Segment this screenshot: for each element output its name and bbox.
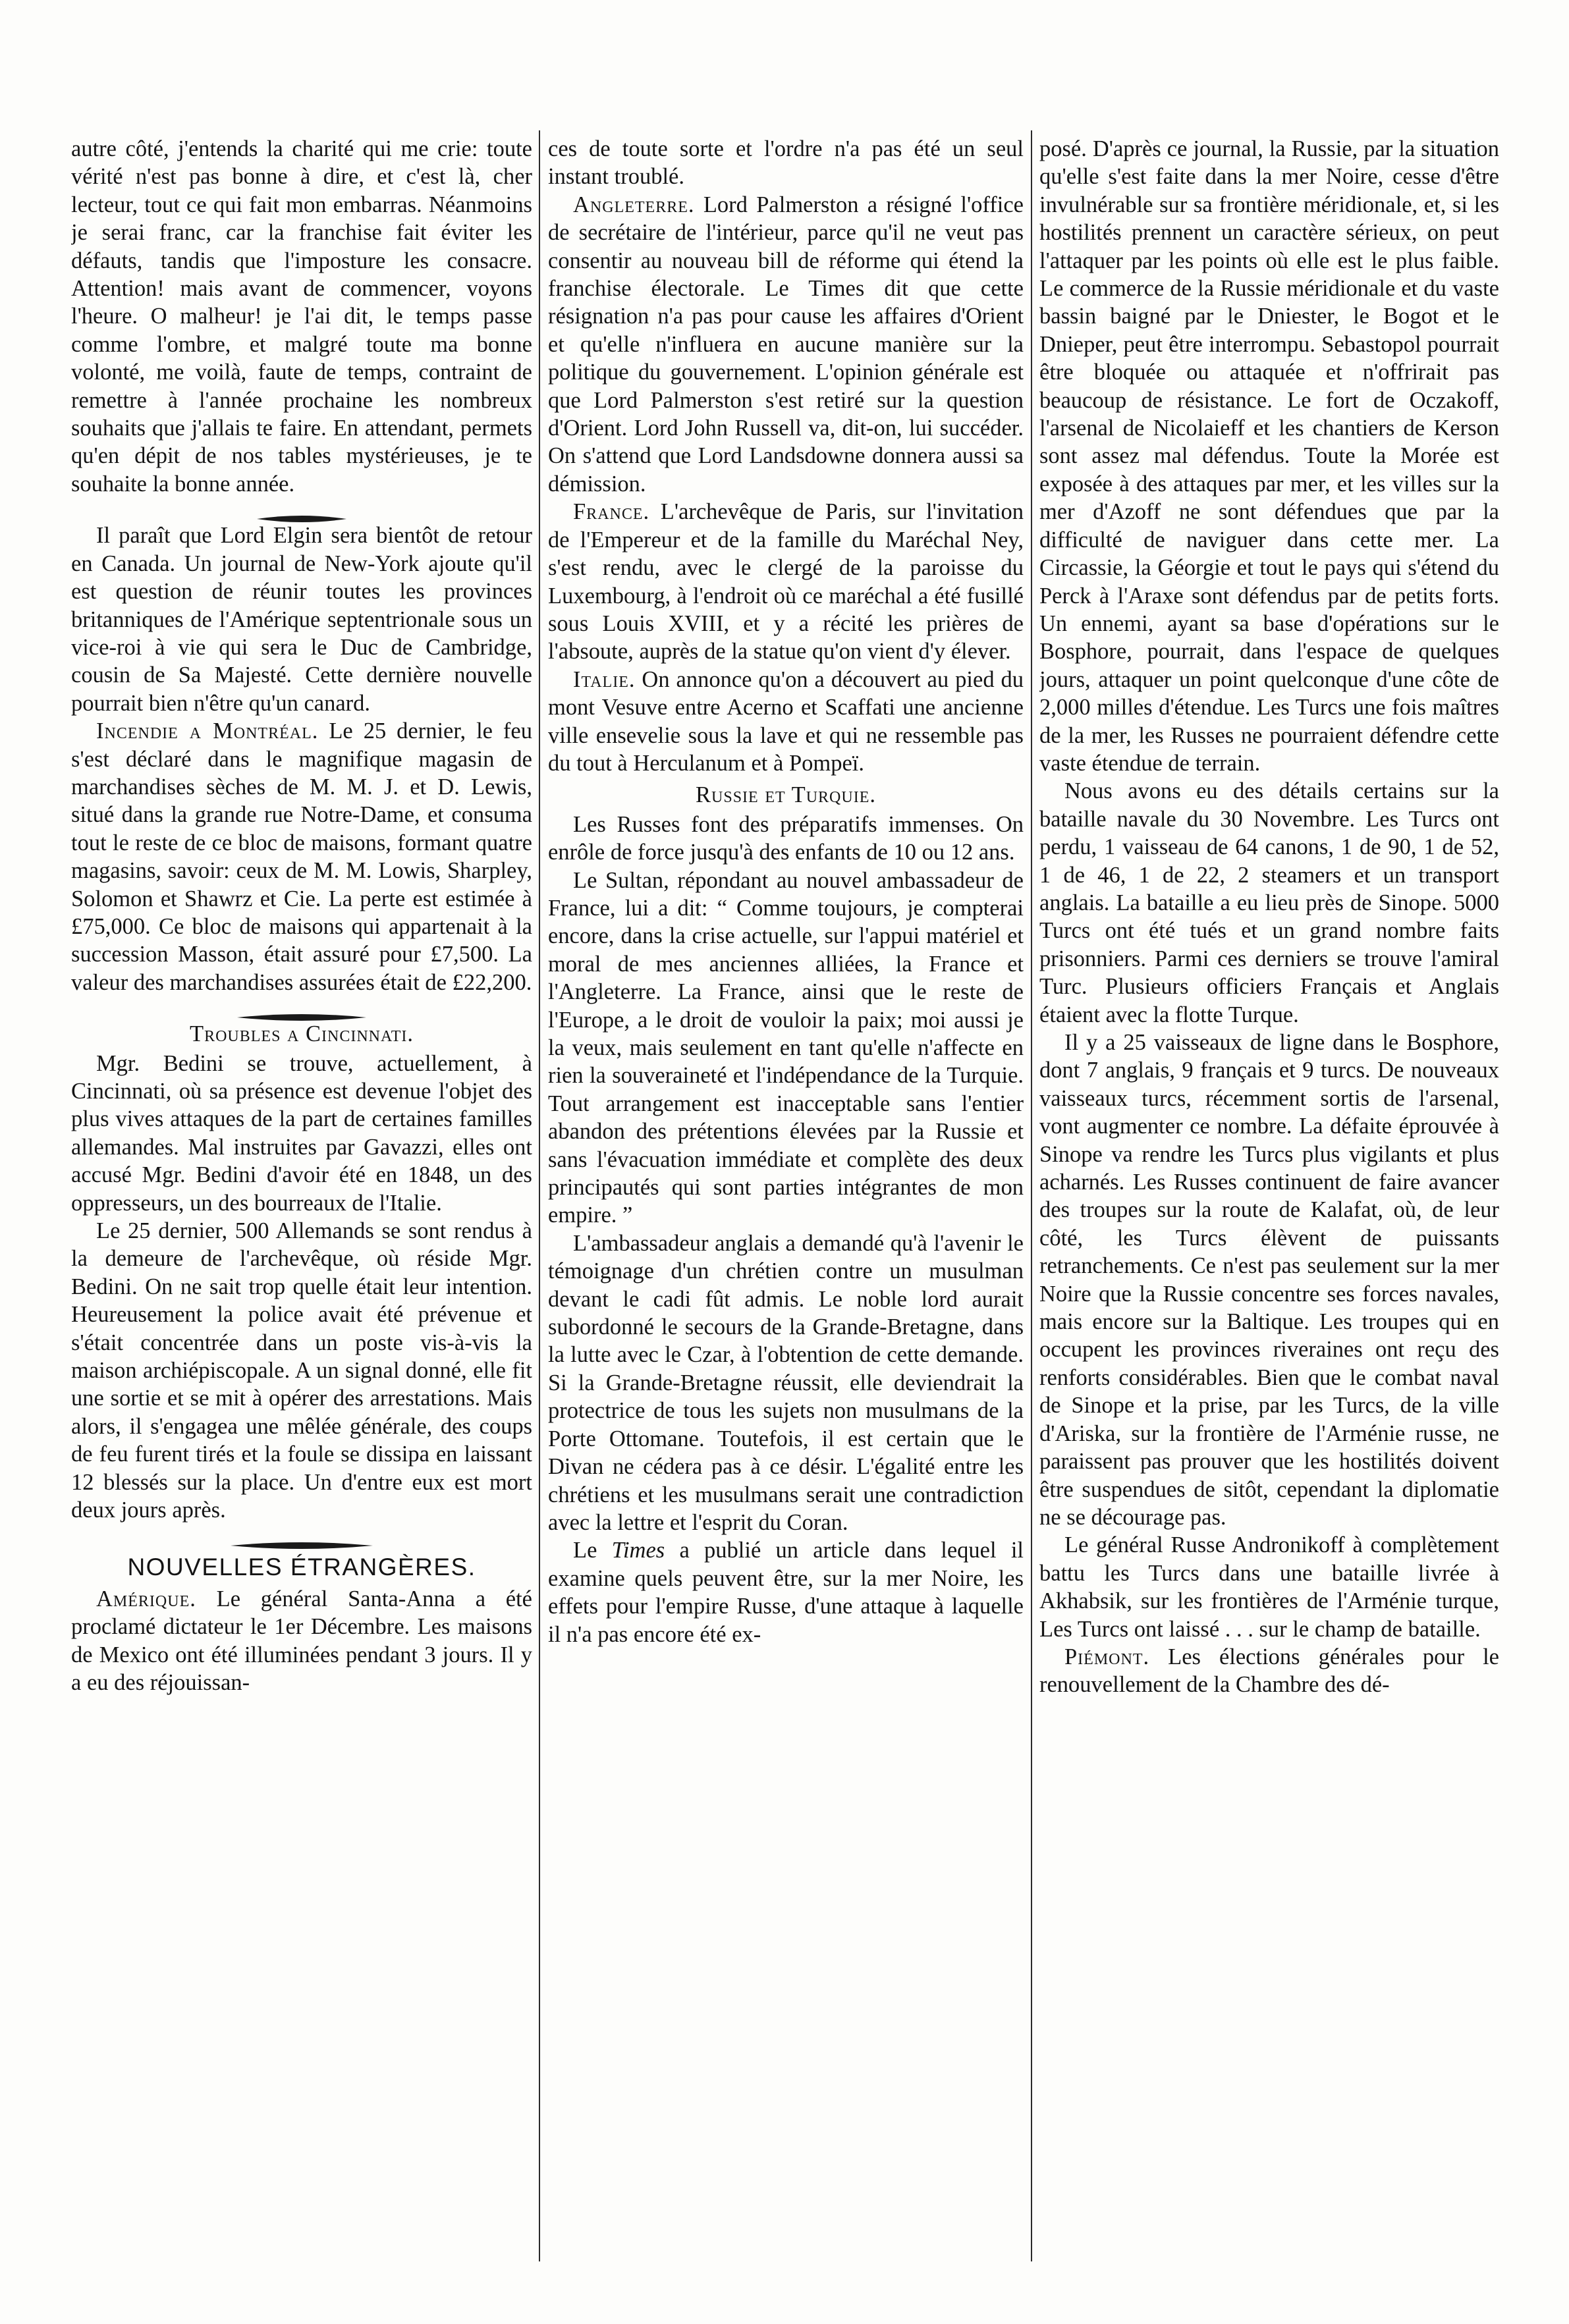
lead-italie: Italie. [573,666,636,692]
text-incendie: Le 25 dernier, le feu s'est déclaré dans le magnifique magasin de marchandises sèches de M. M. J. et D. Lewis, situé dans la grande rue Notre-Dame, et consuma tout le reste de ce bloc de maisons, formant quatre magasins, savoir: ceux de M. M. Lowis, Sharpley, Solomon et Shawrz et Cie. La perte est estimée à £75,000. Ce bloc de maisons qui appartenait à la succession Masson, était assuré pour £7,500. La valeur des marchandises assurées était de £22,200. [71,718,532,995]
paragraph-incendie [71,717,532,996]
times-italic: Times [611,1538,665,1563]
paragraph-bedini: Mgr. Bedini se trouve, actuellement, à Cincinnati, où sa présence est devenue l'objet des plus vives attaques de la part de certaines familles allemandes. Mal instruites par Gavazzi, elles ont accusé Mgr. Bedini d'avoir été en 1848, un des oppresseurs, un des bourreaux de l'Italie. [71,1050,532,1216]
text-piemont: Les élections générales pour le renouvellement de la Chambre des dé- [1039,1644,1499,1698]
paragraph-times [548,1536,1024,1648]
paragraph-lord-elgin: Il paraît que Lord Elgin sera bientôt de retour en Canada. Un journal de New-York ajoute qu'il est question de réunir toutes les provinces britanniques de l'Amérique septentrionale sous un vice-roi à vie qui sera le Duc de Cambridge, cousin de Sa Majesté. Cette dernière nouvelle pourrait bien n'être qu'un canard. [71,523,532,716]
paragraph-angleterre [548,191,1024,498]
paragraph-preparatifs: Les Russes font des préparatifs immenses. On enrôle de force jusqu'à des enfants de 10 ou 12 ans. [548,811,1024,865]
text-times: a publié un article dans lequel il examine quels peuvent être, sur la mer Noire, les effets pour l'empire Russe, d'une attaque à laquelle il n'a pas encore été ex- [548,1538,1024,1647]
paragraph-ambassadeur: L'ambassadeur anglais a demandé qu'à l'avenir le témoignage d'un chrétien contre un musulman devant le cadi fût admis. Le noble lord aurait subordonné le secours de la Grande-Bretagne, dans la lutte avec le Czar, à l'obtention de cette demande. Si la Grande-Bretagne réussit, elle deviendrait la protectrice de tous les sujets non musulmans de la Porte Ottomane. Toutefois, il est certain que le Divan ne cédera pas à ce désir. L'égalité entre les chrétiens et les musulmans serait une contradiction avec la lettre et l'esprit du Coran. [548,1230,1024,1535]
heading-troubles-cincinnati: Troubles a Cincinnati. [190,1021,414,1047]
separator-ornament [71,503,532,518]
text-italie: On annonce qu'on a découvert au pied du mont Vesuve entre Acerno et Scaffati une ancienne ville ensevelie sous la lave et qui ne ressemble pas du tout à Herculanum et à Pompeï. [548,666,1024,776]
heading-russie-turquie: Russie et Turquie. [696,782,876,808]
column-right [1039,135,1499,2271]
separator-ornament [71,1530,532,1544]
column-rule [1031,130,1032,2261]
lead-france: France. [573,499,650,525]
paragraph-france [548,498,1024,665]
heading-nouvelles-etrangeres: NOUVELLES ÉTRANGÈRES. [127,1553,476,1581]
paragraph-russie-mer-noire: posé. D'après ce journal, la Russie, par la situation qu'elle s'est faite dans la mer Noire, cesse d'être invulnérable sur sa frontière méridionale, et, si les hostilités prennent un caractère sérieux, on peut l'attaquer par les points où elle est le plus faible. Le commerce de la Russie méridionale et du vaste bassin baigné par le Dniester, le Bogot et le Dnieper, peut être interrompu. Sebastopol pourrait être bloquée ou attaquée et n'offrirait pas beaucoup de résistance. Le fort de Oczakoff, l'arsenal de Nicolaieff et les chantiers de Kerson sont assez mal défendus. Toute la Morée est exposée à des attaques par mer, et les villes sur la mer d'Azoff ne sont défendues que par la difficulté de naviguer dans cette mer. La Circassie, la Géorgie et tout le pays qui s'étend du Perck à l'Araxe sont défendus par de petits forts. Un ennemi, ayant sa base d'opérations sur le Bosphore, pourrait, dans l'espace de quelques jours, attaquer un point quelconque d'une côte de 2,000 milles d'étendue. Les Turcs une fois maîtres de la mer, les Russes ne pourraient défendre cette vaste étendue de terrain. [1039,136,1499,776]
lead-amerique: Amérique. [96,1586,196,1611]
separator-ornament [71,1002,532,1016]
paragraph-bosphore: Il y a 25 vaisseaux de ligne dans le Bosphore, dont 7 anglais, 9 français et 9 turcs. De nouveaux vaisseaux turcs, récemment sortis de l'arsenal, vont augmenter ce nombre. La défaite éprouvée à Sinope va rendre les Turcs plus vigilants et plus acharnés. Les Russes continuent de faire avancer des troupes sur la route de Kalafat, où, de leur côté, les Turcs élèvent de puissants retranchements. Ce n'est pas seulement sur la mer Noire que la Russie concentre ses forces navales, mais encore sur la Baltique. Les troupes qui en occupent les provinces riveraines ont reçu des renforts considérables. Bien que le combat naval de Sinope et la prise, par les Turcs, de la ville d'Ariska, sur la frontière de l'Arménie russe, ne paraissent pas prouver que les hostilités doivent être suspendues de sitôt, cependant la diplomatie ne se décourage pas. [1039,1030,1499,1530]
lead-incendie: Incendie a Montréal. [96,718,319,744]
column-rule [539,130,540,2261]
text-angleterre: Lord Palmerston a résigné l'office de secrétaire de l'intérieur, parce qu'il ne veut pas consentir au nouveau bill de réforme qui étend la franchise électorale. Le Times dit que cette résignation n'a pas pour cause les affaires d'Orient et qu'elle n'influera en aucune manière sur la politique du gouvernement. L'opinion générale est que Lord Palmerston s'est retiré sur la question d'Orient. Lord John Russell va, dit-on, lui succéder. On s'attend que Lord Landsdowne donnera aussi sa démission. [548,192,1024,497]
lead-piemont: Piémont. [1064,1644,1150,1669]
column-middle [548,135,1024,2271]
lead-times: Le [573,1538,612,1563]
paragraph-sultan: Le Sultan, répondant au nouvel ambassadeur de France, lui a dit: “ Comme toujours, je compterai encore, dans la crise actuelle, sur l'appui matériel et moral de mes anciennes alliées, la France et l'Angleterre. La France, ainsi que le reste de l'Europe, a le droit de vouloir la paix; moi aussi je la veux, mais seulement en tant qu'elle n'affecte en rien la souveraineté et l'indépendance de la Turquie. Tout arrangement est inacceptable sans l'entier abandon des prétentions élevées par la Russie et sans l'évacuation immédiate et complète des deux principautés qui sont parties intégrantes de mon empire. ” [548,867,1024,1228]
text-france: L'archevêque de Paris, sur l'invitation de l'Empereur et de la famille du Maréchal Ney, s'est rendu, avec le clergé de la paroisse du Luxembourg, à l'endroit où ce maréchal a été fusillé sous Louis XVIII, et y a récité les prières de l'absoute, auprès de la statue qu'on vient d'y élever. [548,499,1024,664]
paragraph-amerique [71,1585,532,1697]
column-left [71,135,532,2271]
lead-angleterre: Angleterre. [573,192,695,217]
paragraph-annee: autre côté, j'entends la charité qui me crie: toute vérité n'est pas bonne à dire, et c'est là, cher lecteur, tout ce qui fait mon embarras. Néanmoins je serai franc, car la franchise fait éviter les défauts, tandis que l'imposture les consacre. Attention! mais avant de commencer, voyons l'heure. O malheur! je l'ai dit, le temps passe comme l'ombre, et malgré toute ma bonne volonté, me voilà, faute de temps, contraint de remettre à l'année prochaine les nombreux souhaits que j'allais te faire. En attendant, permets qu'en dépit de nos tables mystérieuses, je te souhaite la bonne année. [71,136,532,497]
text-amerique: Le général Santa-Anna a été proclamé dictateur le 1er Décembre. Les maisons de Mexico ont été illuminées pendant 3 jours. Il y a eu des réjouissan- [71,1586,532,1696]
paragraph-rejouissances: ces de toute sorte et l'ordre n'a pas été un seul instant troublé. [548,136,1024,190]
paragraph-allemands: Le 25 dernier, 500 Allemands se sont rendus à la demeure de l'archevêque, où réside Mgr. Bedini. On ne sait trop quelle était leur intention. Heureusement la police avait été prévenue et s'était concentrée dans un poste vis-à-vis la maison archiépiscopale. A un signal donné, elle fit une sortie et se mit à opérer des arrestations. Mais alors, il s'engagea une mêlée générale, des coups de feu furent tirés et la foule se dissipa en laissant 12 blessés sur la place. Un d'entre eux est mort deux jours après. [71,1218,532,1523]
paragraph-italie [548,666,1024,778]
paragraph-bataille-navale: Nous avons eu des détails certains sur la bataille navale du 30 Novembre. Les Turcs ont perdu, 1 vaisseau de 64 canons, 1 de 90, 1 de 52, 1 de 46, 1 de 22, 2 steamers et un transport anglais. La bataille a eu lieu près de Sinope. 5000 Turcs ont été tués et un grand nombre faits prisonniers. Parmi ces derniers se trouve l'amiral Turc. Plusieurs officiers Français et Anglais étaient avec la flotte Turque. [1039,778,1499,1027]
paragraph-piemont [1039,1643,1499,1699]
paragraph-andronikoff: Le général Russe Andronikoff à complètement battu les Turcs dans une bataille livrée à Akhabsik, sur les frontières de l'Arménie turque, Les Turcs ont laissé . . . sur le champ de bataille. [1039,1532,1499,1642]
